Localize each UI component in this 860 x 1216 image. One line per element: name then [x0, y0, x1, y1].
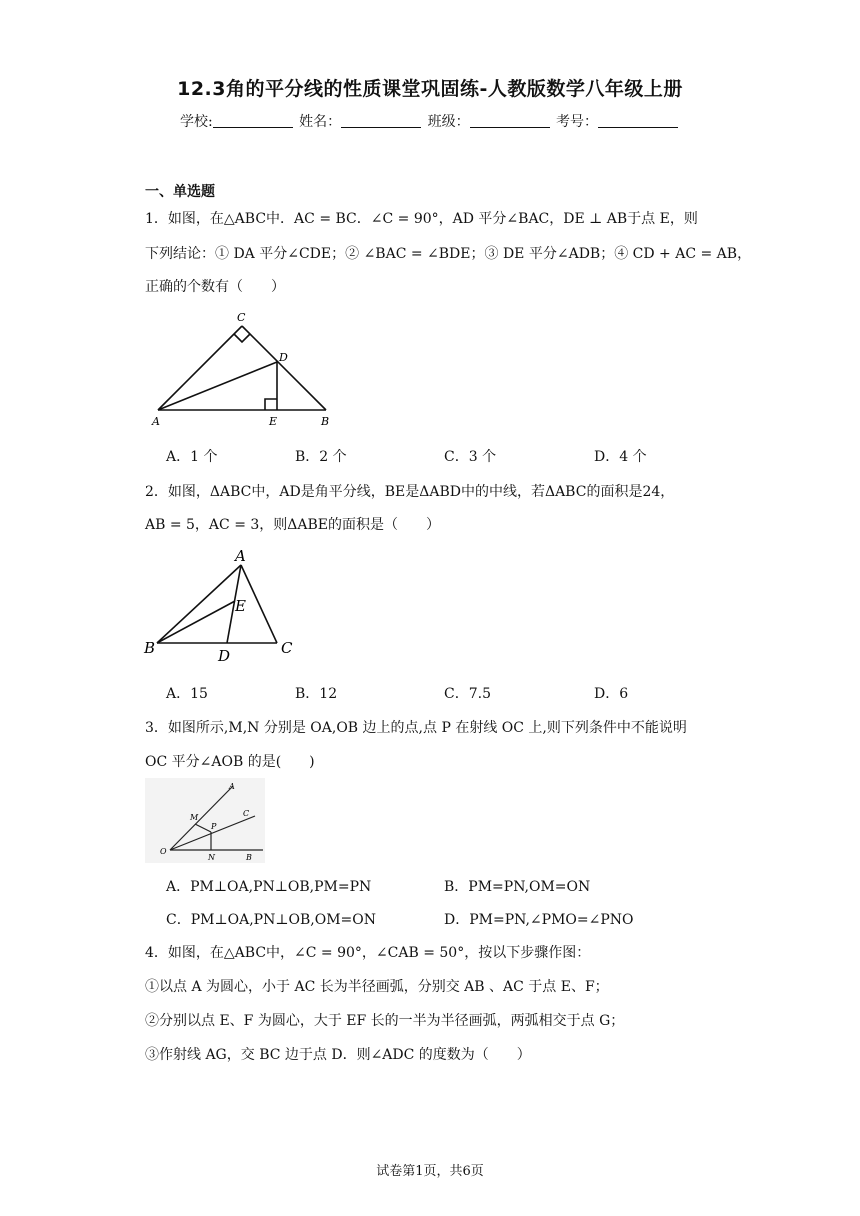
q1-option-b[interactable]: B．2 个: [295, 449, 347, 465]
q2-label-a: A: [235, 547, 246, 565]
q3-option-c[interactable]: C．PM⊥OA,PN⊥OB,OM=ON: [166, 912, 376, 928]
q3-text-line1: 3．如图所示,M,N 分别是 OA,OB 边上的点,点 P 在射线 OC 上,则下列条件中不能说明: [145, 720, 687, 736]
page-footer: 试卷第1页，共6页: [376, 1164, 484, 1179]
q3-label-m: M: [190, 813, 199, 822]
name-blank[interactable]: [341, 113, 421, 128]
student-info-line: [0, 111, 860, 131]
q4-text-line4: ③作射线 AG，交 BC 边于点 D．则∠ADC 的度数为（ ）: [145, 1047, 531, 1063]
q2-triangle-figure: [140, 545, 310, 665]
q1-option-a[interactable]: A．1 个: [166, 449, 218, 465]
q3-label-o: O: [160, 847, 167, 856]
q4-text-line2: ①以点 A 为圆心，小于 AC 长为半径画弧，分别交 AB 、AC 于点 E、F；: [145, 979, 609, 995]
section-title: 一、单选题: [145, 184, 215, 200]
q2-label-c: C: [281, 639, 293, 657]
class-label: 班级：: [427, 114, 470, 130]
q3-label-p: P: [211, 822, 217, 831]
q1-label-d: D: [279, 351, 288, 364]
q1-label-a: A: [152, 415, 160, 428]
q1-option-c[interactable]: C．3 个: [444, 449, 497, 465]
q4-text-line3: ②分别以点 E、F 为圆心，大于 EF 长的一半为半径画弧，两弧相交于点 G；: [145, 1013, 625, 1029]
q1-triangle-figure: [145, 308, 340, 430]
q1-text-line3: 正确的个数有（ ）: [145, 279, 285, 295]
q3-angle-figure: [145, 778, 265, 863]
exam-no-blank[interactable]: [598, 113, 678, 128]
q1-option-d[interactable]: D．4 个: [594, 449, 647, 465]
q2-label-e: E: [235, 597, 246, 615]
q2-option-c[interactable]: C．7.5: [444, 686, 491, 702]
q2-label-d: D: [218, 647, 231, 665]
q2-text-line2: AB = 5，AC = 3，则ΔABE的面积是（ ）: [145, 517, 441, 533]
q2-option-d[interactable]: D．6: [594, 686, 629, 702]
q3-label-b: B: [246, 853, 252, 862]
q3-option-b[interactable]: B．PM=PN,OM=ON: [444, 879, 591, 895]
q2-option-a[interactable]: A．15: [166, 686, 208, 702]
q4-text-line1: 4．如图，在△ABC中，∠C = 90°，∠CAB = 50°，按以下步骤作图：: [145, 945, 591, 961]
q2-option-b[interactable]: B．12: [295, 686, 338, 702]
q3-label-a: A: [229, 782, 235, 791]
q3-option-a[interactable]: A．PM⊥OA,PN⊥OB,PM=PN: [166, 879, 372, 895]
q2-text-line1: 2．如图，ΔABC中，AD是角平分线，BE是ΔABD中的中线，若ΔABC的面积是24，: [145, 484, 675, 500]
exam-no-label: 考号：: [556, 114, 599, 130]
q1-text-line2: 下列结论：① DA 平分∠CDE；② ∠BAC = ∠BDE；③ DE 平分∠ADB；④ CD + AC = AB，: [145, 246, 752, 262]
q1-label-e: E: [269, 415, 278, 428]
q3-option-d[interactable]: D．PM=PN,∠PMO=∠PNO: [444, 912, 634, 928]
q1-label-c: C: [237, 311, 246, 324]
school-blank[interactable]: [213, 113, 293, 128]
q3-text-line2: OC 平分∠AOB 的是( ): [145, 754, 315, 770]
name-label: 姓名：: [299, 114, 342, 130]
q1-text-line1: 1．如图，在△ABC中．AC = BC．∠C = 90°，AD 平分∠BAC，DE ⊥ AB于点 E，则: [145, 211, 698, 227]
q3-label-c: C: [243, 809, 250, 818]
q2-label-b: B: [144, 639, 156, 657]
school-label: 学校:: [179, 114, 213, 130]
page-title: 12.3角的平分线的性质课堂巩固练-人教版数学八年级上册: [177, 78, 683, 100]
class-blank[interactable]: [470, 113, 550, 128]
q3-label-n: N: [208, 853, 215, 862]
q1-label-b: B: [321, 415, 330, 428]
